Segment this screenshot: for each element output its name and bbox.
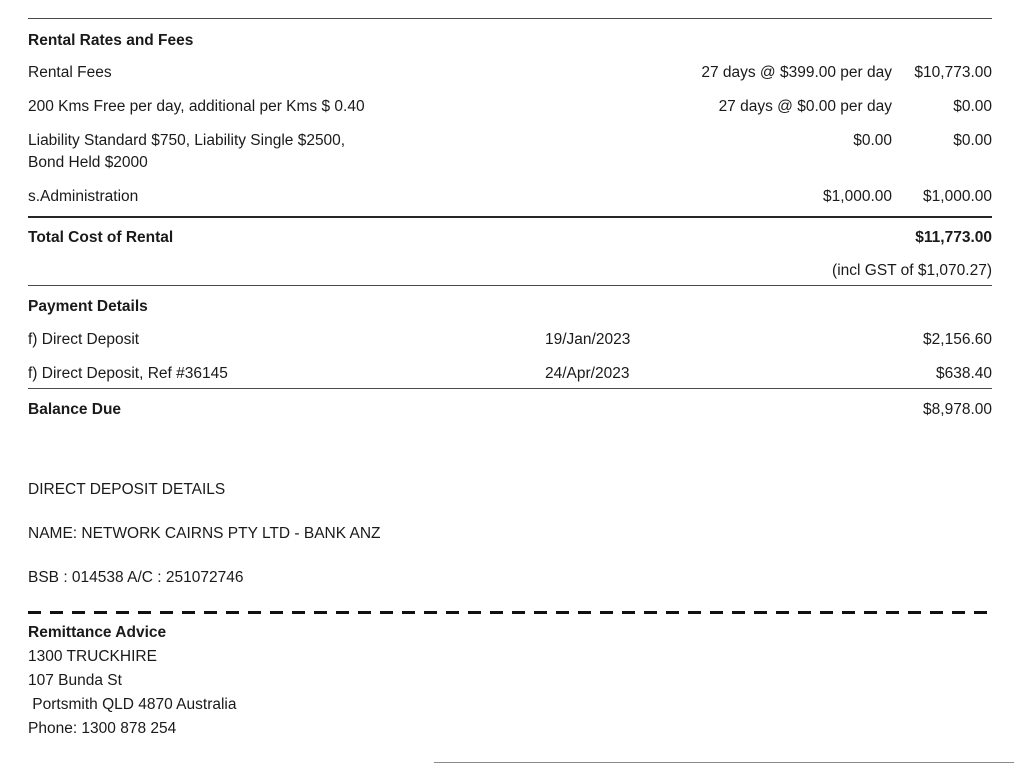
rental-row-description: Rental Fees [28,64,112,81]
remittance-dashed-divider [28,611,992,614]
rental-row-description: s.Administration [28,188,139,205]
balance-section-divider [28,388,992,389]
direct-deposit-name: NAME: NETWORK CAIRNS PTY LTD - BANK ANZ [28,525,381,542]
remittance-block [28,621,992,741]
payment-row-description: f) Direct Deposit, Ref #36145 [28,365,228,382]
payment-row-amount: $2,156.60 [923,331,992,348]
rental-row [28,62,992,84]
payments-section-divider [28,285,992,286]
rental-row [28,186,992,208]
invoice-content [28,18,992,741]
rental-row-amount: $1,000.00 [923,188,992,205]
remittance-phone: Phone: 1300 878 254 [28,720,177,737]
rental-row-rate: $1,000.00 [823,188,892,205]
total-section-divider [28,216,992,218]
top-divider [28,18,992,19]
rental-row-amount: $0.00 [953,98,992,115]
gst-note: (incl GST of $1,070.27) [832,262,992,279]
remittance-company: 1300 TRUCKHIRE [28,648,157,665]
direct-deposit-heading: DIRECT DEPOSIT DETAILS [28,481,226,498]
rental-row-amount: $0.00 [953,132,992,149]
payment-row [28,363,992,385]
rental-row-description-line2: Bond Held $2000 [28,154,148,171]
payment-row [28,329,992,351]
remittance-title: Remittance Advice [28,624,167,641]
invoice-page [0,18,1014,764]
total-label: Total Cost of Rental [28,229,174,246]
payment-row-amount: $638.40 [935,365,992,382]
balance-amount: $8,978.00 [923,401,992,418]
total-row [28,227,992,249]
balance-label: Balance Due [28,401,122,418]
balance-row [28,399,992,421]
remittance-street: 107 Bunda St [28,672,122,689]
rental-section-title: Rental Rates and Fees [28,32,194,49]
direct-deposit-account: BSB : 014538 A/C : 251072746 [28,569,244,586]
rental-row-rate: 27 days @ $399.00 per day [701,64,892,81]
rental-row-description [28,130,853,174]
bottom-partial-divider [434,762,1014,763]
rental-row-rate: 27 days @ $0.00 per day [718,98,892,115]
payments-section-title: Payment Details [28,298,148,315]
payment-row-description: f) Direct Deposit [28,331,140,348]
rental-row-description: 200 Kms Free per day, additional per Kms $ 0.40 [28,98,365,115]
payment-row-date: 19/Jan/2023 [545,331,631,348]
rental-row [28,130,992,174]
rental-row-amount: $10,773.00 [914,64,992,81]
rental-row [28,96,992,118]
total-amount: $11,773.00 [915,229,992,246]
rental-row-rate: $0.00 [853,132,892,149]
payment-row-date: 24/Apr/2023 [545,365,630,382]
remittance-city: Portsmith QLD 4870 Australia [28,696,237,713]
rental-row-description-line1: Liability Standard $750, Liability Single $2500, [28,132,346,149]
